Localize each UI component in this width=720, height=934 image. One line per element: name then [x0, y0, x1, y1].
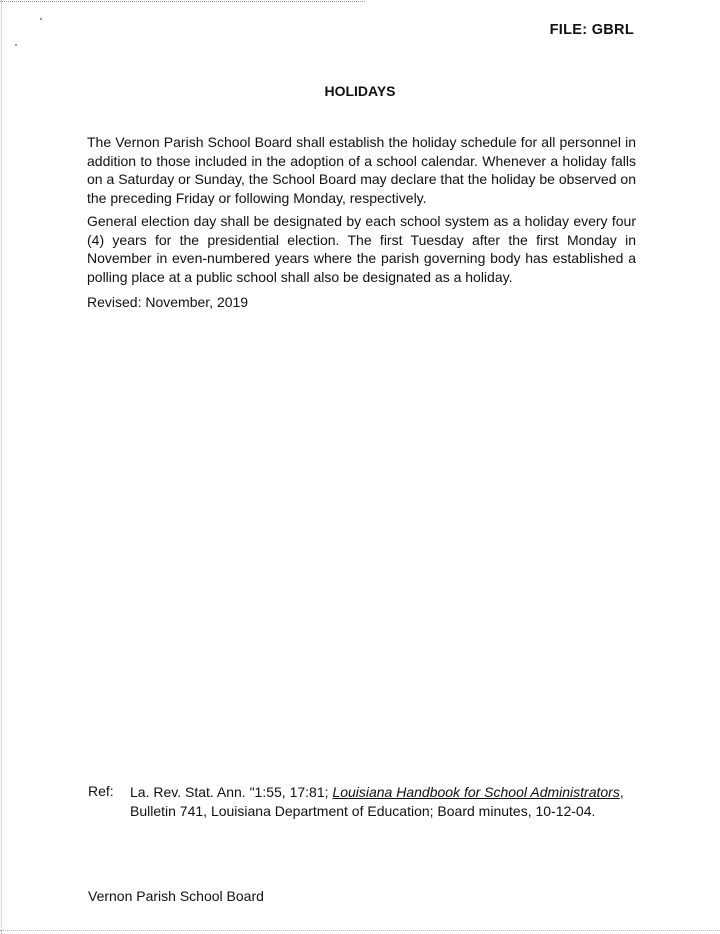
revised-date: Revised: November, 2019	[87, 294, 249, 310]
reference-label: Ref:	[88, 783, 114, 799]
scan-speck	[15, 44, 17, 46]
reference-bulletin: , Bulletin 741, Louisiana Department of Education; Board minutes, 10-12-04.	[130, 784, 624, 819]
body-paragraph: General election day shall be designated by each school system as a holiday every four (4) years for the presidential election. The first Tuesday after the first Monday in November in even-numbered years where the parish governing body has established a polling place at a public school shall also be designated as a holiday.	[87, 213, 636, 285]
reference-statutes: La. Rev. Stat. Ann. "1:55, 17:81;	[130, 784, 333, 800]
scan-edge-bottom	[0, 930, 720, 931]
footer-organization: Vernon Parish School Board	[88, 888, 264, 904]
scan-edge-top	[0, 1, 365, 2]
scan-speck	[40, 18, 42, 20]
page-title: HOLIDAYS	[324, 83, 396, 99]
reference-handbook-title: Louisiana Handbook for School Administrators	[332, 784, 620, 800]
file-code: FILE: GBRL	[549, 22, 634, 38]
scan-edge-left	[1, 0, 2, 934]
reference-text	[130, 783, 650, 820]
body-paragraph: The Vernon Parish School Board shall establish the holiday schedule for all personnel in addition to those included in the adoption of a school calendar. Whenever a holiday falls on a Saturday or Sunday, the School Board may declare that the holiday be observed on the preceding Friday or following Monday, respectively.	[87, 134, 636, 206]
